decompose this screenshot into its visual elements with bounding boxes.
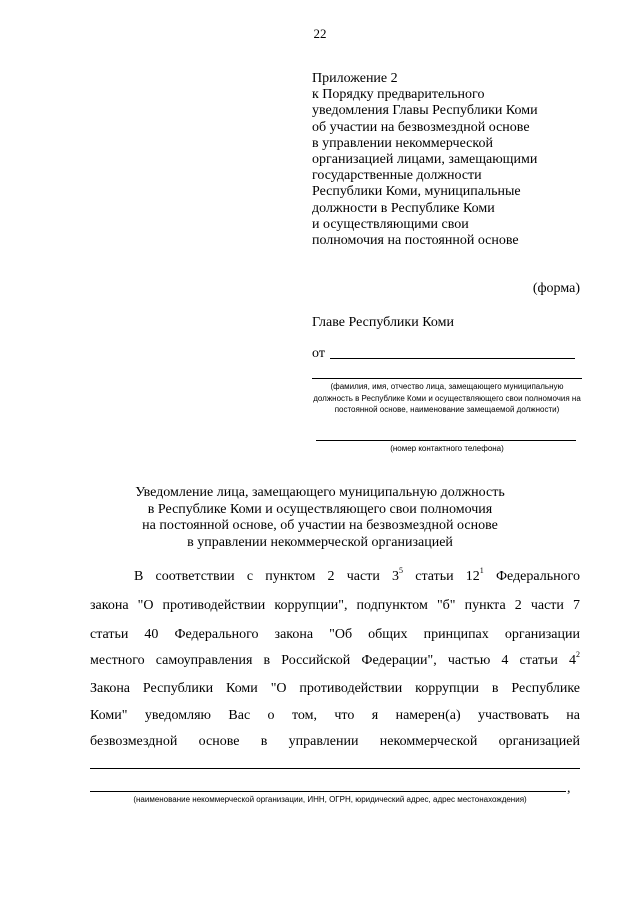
appendix-line: должности в Республике Коми (312, 200, 495, 216)
body-line-6: Коми" уведомляю Вас о том, что я намерен(а) участвовать на (90, 708, 580, 723)
phone-field-line[interactable] (316, 440, 576, 441)
body-text: Федерального (483, 569, 580, 584)
from-name-field-line-2[interactable] (312, 378, 582, 379)
body-line-7: безвозмездной основе в управлении некоммерческой организацией (90, 734, 580, 749)
form-label: (форма) (532, 281, 580, 296)
body-text: В соответствии с пунктом 2 части 3 (134, 569, 400, 584)
superscript: 1 (479, 566, 484, 576)
comma: , (567, 781, 571, 796)
title-line: на постоянной основе, об участии на безвозмездной основе (142, 518, 498, 533)
caption-organization: (наименование некоммерческой организации, ИНН, ОГРН, юридический адрес, адрес местонахождения) (133, 795, 527, 804)
appendix-block (312, 71, 612, 249)
organization-field-line[interactable] (90, 768, 580, 769)
caption-phone: (номер контактного телефона) (390, 444, 504, 453)
appendix-line: государственные должности (312, 168, 482, 184)
appendix-line: Приложение 2 (312, 71, 398, 86)
superscript: 2 (576, 650, 580, 660)
addressee: Главе Республики Коми (312, 315, 454, 330)
title-line: Уведомление лица, замещающего муниципальную должность (135, 485, 505, 500)
body-text: статьи 12 (403, 569, 480, 584)
title-line: в Республике Коми и осуществляющего свои полномочия (147, 501, 493, 517)
organization-field-line-2[interactable] (90, 791, 566, 792)
appendix-line: уведомления Главы Республики Коми (312, 103, 538, 119)
appendix-line: Республики Коми, муниципальные (312, 184, 521, 200)
caption-name: (фамилия, имя, отчество лица, замещающего муниципальную должность в Республике Коми и осуществляющего свои полномочия на постоянной основе, наименование замещаемой должности) (313, 382, 581, 414)
body-line-2: закона "О противодействии коррупции", подпунктом "б" пункта 2 части 7 (90, 598, 580, 613)
body-line-1 (90, 566, 580, 585)
from-label: от (312, 346, 325, 361)
body-line-3: статьи 40 Федерального закона "Об общих принципах организации (90, 627, 580, 642)
page-number: 22 (313, 26, 327, 41)
body-line-4 (90, 650, 580, 669)
appendix-line: полномочия на постоянной основе (312, 233, 519, 249)
appendix-line: организацией лицами, замещающими (312, 152, 538, 168)
body-text: местного самоуправления в Российской Федерации", частью 4 статьи 4 (90, 653, 576, 668)
appendix-line: и осуществляющими свои (312, 216, 469, 232)
appendix-line: в управлении некоммерческой (312, 135, 493, 151)
from-name-field-line[interactable] (330, 358, 575, 359)
superscript: 5 (399, 566, 404, 576)
notification-title (100, 485, 540, 551)
title-line: в управлении некоммерческой организацией (187, 534, 453, 550)
appendix-line: об участии на безвозмездной основе (312, 119, 530, 135)
appendix-line: к Порядку предварительного (312, 87, 485, 103)
body-line-5: Закона Республики Коми "О противодействии коррупции в Республике (90, 681, 580, 696)
